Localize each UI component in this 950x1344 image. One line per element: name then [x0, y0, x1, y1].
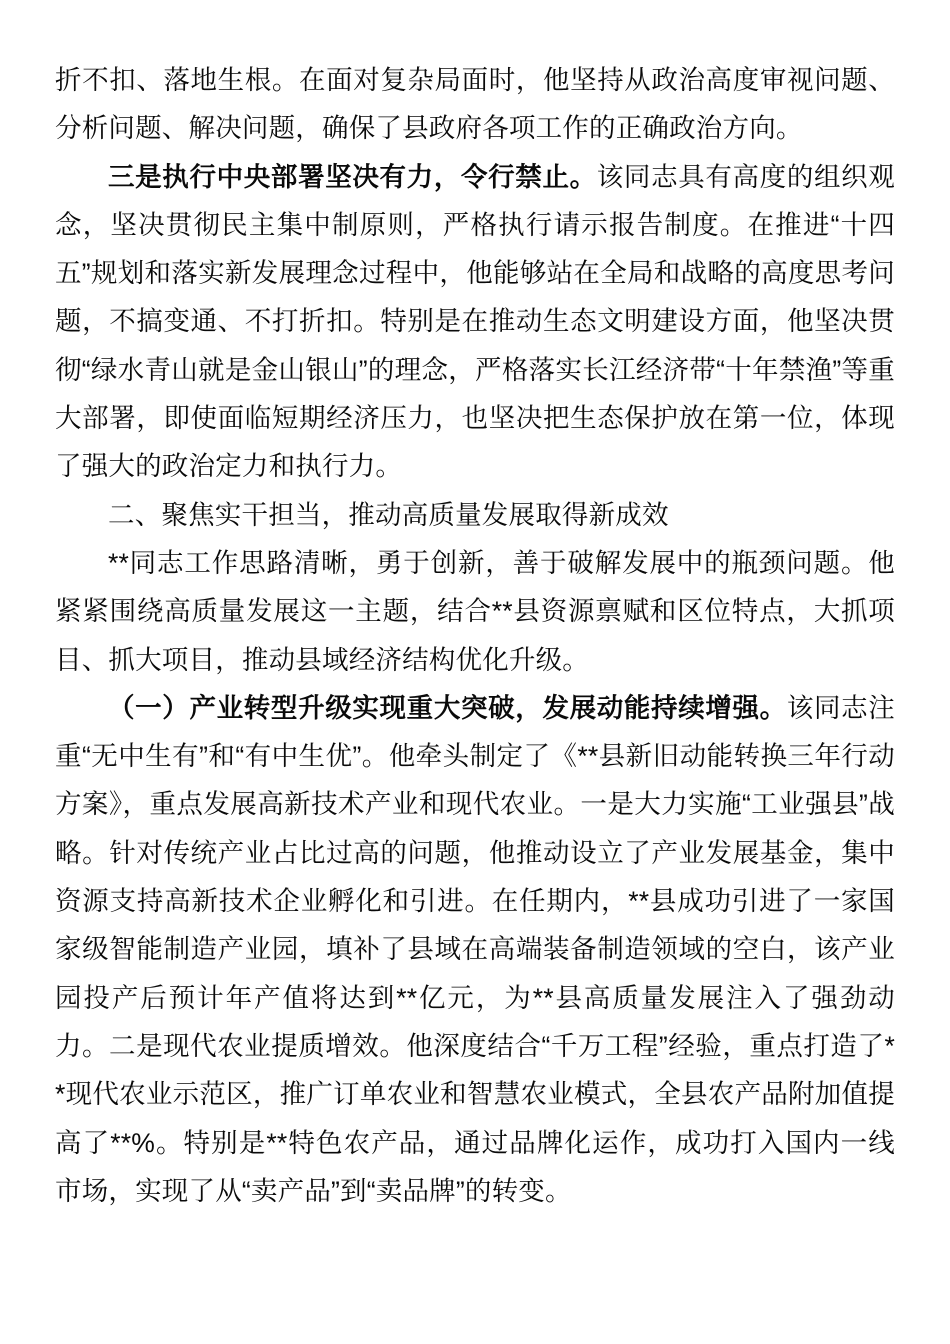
paragraph-continuation [55, 56, 895, 153]
bold-lead-point-three: 三是执行中央部署坚决有力，令行禁止。 [108, 161, 597, 192]
paragraph-point-three [55, 153, 895, 491]
paragraph-subsection-one [55, 684, 895, 1215]
text-run-normal: 折不扣、落地生根。在面对复杂局面时，他坚持从政治高度审视问题、分析问题、解决问题，确保了县政府各项工作的正确政治方向。 [55, 65, 895, 144]
section-heading-two-label: 二、聚焦实干担当，推动高质量发展取得新成效 [108, 499, 669, 530]
text-run-subsection-one: 该同志注重“无中生有”和“有中生优”。他牵头制定了《**县新旧动能转换三年行动方案》，重点发展高新技术产业和现代农业。一是大力实施“工业强县”战略。针对传统产业占比过高的问题，他推动设立了产业发展基金，集中资源支持高新技术企业孵化和引进。在任期内，**县成功引进了一家国家级智能制造产业园，填补了县域在高端装备制造领域的空白，该产业园投产后预计年产值将达到**亿元，为**县高质量发展注入了强劲动力。二是现代农业提质增效。他深度结合“千万工程”经验，重点打造了**现代农业示范区，推广订单农业和智慧农业模式，全县农产品附加值提高了**%。特别是**特色农产品，通过品牌化运作，成功打入国内一线市场，实现了从“卖产品”到“卖品牌”的转变。 [55, 692, 895, 1206]
document-body [55, 56, 895, 1215]
paragraph-intro [55, 539, 895, 684]
bold-lead-subsection-one: （一）产业转型升级实现重大突破，发展动能持续增强。 [108, 692, 787, 723]
section-heading-two [55, 491, 895, 539]
text-run-point-three: 该同志具有高度的组织观念，坚决贯彻民主集中制原则，严格执行请示报告制度。在推进“十四五”规划和落实新发展理念过程中，他能够站在全局和战略的高度思考问题，不搞变通、不打折扣。特别是在推动生态文明建设方面，他坚决贯彻“绿水青山就是金山银山”的理念，严格落实长江经济带“十年禁渔”等重大部署，即使面临短期经济压力，也坚决把生态保护放在第一位，体现了强大的政治定力和执行力。 [55, 161, 895, 482]
text-run-intro: **同志工作思路清晰，勇于创新，善于破解发展中的瓶颈问题。他紧紧围绕高质量发展这一主题，结合**县资源禀赋和区位特点，大抓项目、抓大项目，推动县域经济结构优化升级。 [55, 547, 895, 675]
